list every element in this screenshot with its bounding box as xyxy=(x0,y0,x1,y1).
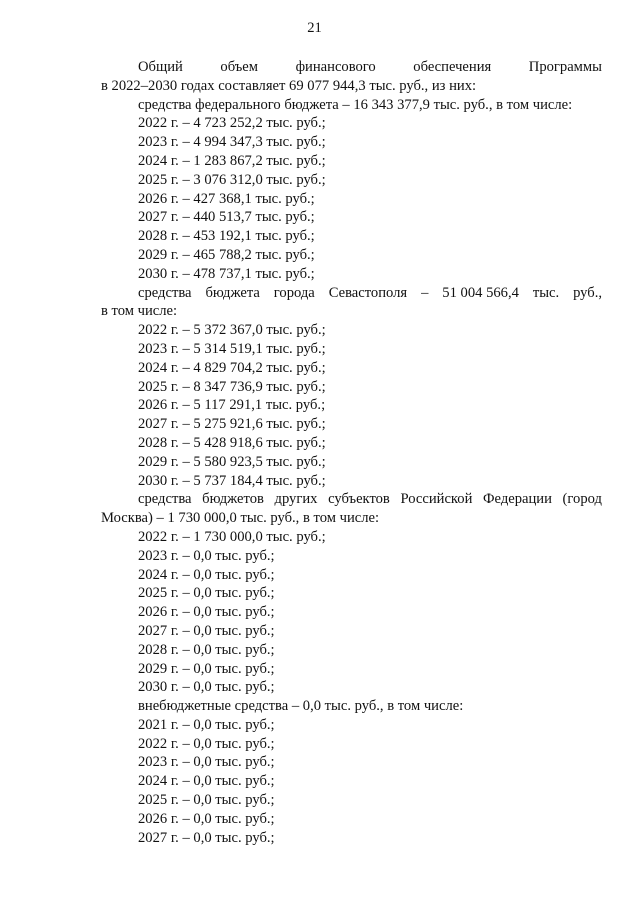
other-subjects-year-item: 2023 г. – 0,0 тыс. руб.; xyxy=(138,547,275,564)
sevastopol-heading-word: 51 004 566,4 xyxy=(442,284,519,301)
sevastopol-heading-word: тыс. xyxy=(532,284,560,301)
sevastopol-heading-line-1 xyxy=(101,284,602,303)
intro-word: финансового xyxy=(295,59,376,75)
other-subjects-heading-line-1 xyxy=(101,490,602,509)
other-subjects-heading-line-2: Москва) – 1 730 000,0 тыс. руб., в том числе: xyxy=(101,510,380,527)
extrabudgetary-year-item: 2024 г. – 0,0 тыс. руб.; xyxy=(138,773,275,790)
federal-heading: средства федерального бюджета – 16 343 377,9 тыс. руб., в том числе: xyxy=(138,96,573,113)
other-subjects-heading-word: других xyxy=(274,491,318,508)
sevastopol-year-item: 2024 г. – 4 829 704,2 тыс. руб.; xyxy=(138,359,326,376)
other-subjects-year-item: 2027 г. – 0,0 тыс. руб.; xyxy=(138,622,275,639)
other-subjects-year-item: 2022 г. – 1 730 000,0 тыс. руб.; xyxy=(138,528,326,545)
federal-year-item: 2023 г. – 4 994 347,3 тыс. руб.; xyxy=(138,134,326,151)
intro-word: Программы xyxy=(528,59,602,75)
other-subjects-heading-word: средства xyxy=(138,491,192,508)
other-subjects-year-item: 2028 г. – 0,0 тыс. руб.; xyxy=(138,641,275,658)
sevastopol-heading-word: Севастополя xyxy=(328,284,408,301)
other-subjects-year-item: 2025 г. – 0,0 тыс. руб.; xyxy=(138,585,275,602)
intro-line-2: в 2022–2030 годах составляет 69 077 944,3 тыс. руб., из них: xyxy=(101,77,477,94)
other-subjects-year-item: 2029 г. – 0,0 тыс. руб.; xyxy=(138,660,275,677)
intro-line-1 xyxy=(101,58,602,77)
intro-word: объем xyxy=(220,59,259,75)
extrabudgetary-year-item: 2023 г. – 0,0 тыс. руб.; xyxy=(138,754,275,771)
other-subjects-heading-word: Российской xyxy=(400,491,473,508)
sevastopol-heading-word: руб., xyxy=(573,284,602,301)
federal-year-item: 2025 г. – 3 076 312,0 тыс. руб.; xyxy=(138,171,326,188)
federal-year-item: 2026 г. – 427 368,1 тыс. руб.; xyxy=(138,190,315,207)
other-subjects-heading-word: бюджетов xyxy=(202,491,264,508)
sevastopol-year-item: 2028 г. – 5 428 918,6 тыс. руб.; xyxy=(138,434,326,451)
federal-year-item: 2024 г. – 1 283 867,2 тыс. руб.; xyxy=(138,152,326,169)
intro-word: Общий xyxy=(138,59,183,75)
other-subjects-year-item: 2026 г. – 0,0 тыс. руб.; xyxy=(138,604,275,621)
other-subjects-heading-word: Федерации xyxy=(483,491,552,508)
sevastopol-heading-line-2: в том числе: xyxy=(101,303,178,320)
extrabudgetary-year-item: 2025 г. – 0,0 тыс. руб.; xyxy=(138,792,275,809)
other-subjects-year-item: 2030 г. – 0,0 тыс. руб.; xyxy=(138,679,275,696)
sevastopol-heading-word: средства xyxy=(138,284,192,301)
intro-word: обеспечения xyxy=(413,59,492,75)
extrabudgetary-year-item: 2022 г. – 0,0 тыс. руб.; xyxy=(138,735,275,752)
sevastopol-year-item: 2022 г. – 5 372 367,0 тыс. руб.; xyxy=(138,322,326,339)
federal-year-item: 2030 г. – 478 737,1 тыс. руб.; xyxy=(138,265,315,282)
federal-year-item: 2029 г. – 465 788,2 тыс. руб.; xyxy=(138,246,315,263)
federal-year-item: 2022 г. – 4 723 252,2 тыс. руб.; xyxy=(138,115,326,132)
page-number: 21 xyxy=(307,20,322,36)
federal-year-item: 2028 г. – 453 192,1 тыс. руб.; xyxy=(138,228,315,245)
sevastopol-year-item: 2029 г. – 5 580 923,5 тыс. руб.; xyxy=(138,453,326,470)
other-subjects-year-item: 2024 г. – 0,0 тыс. руб.; xyxy=(138,566,275,583)
sevastopol-year-item: 2026 г. – 5 117 291,1 тыс. руб.; xyxy=(138,397,326,414)
sevastopol-heading-word: – xyxy=(421,284,429,301)
sevastopol-heading-word: бюджета xyxy=(205,284,260,301)
sevastopol-year-item: 2023 г. – 5 314 519,1 тыс. руб.; xyxy=(138,340,326,357)
extrabudgetary-heading: внебюджетные средства – 0,0 тыс. руб., в том числе: xyxy=(138,698,464,715)
document-body xyxy=(101,58,602,847)
other-subjects-heading-word: (город xyxy=(562,491,602,508)
sevastopol-year-item: 2030 г. – 5 737 184,4 тыс. руб.; xyxy=(138,472,326,489)
sevastopol-heading-word: города xyxy=(273,284,315,301)
extrabudgetary-year-item: 2027 г. – 0,0 тыс. руб.; xyxy=(138,829,275,846)
other-subjects-heading-word: субъектов xyxy=(328,491,390,508)
sevastopol-year-item: 2025 г. – 8 347 736,9 тыс. руб.; xyxy=(138,378,326,395)
sevastopol-year-item: 2027 г. – 5 275 921,6 тыс. руб.; xyxy=(138,416,326,433)
federal-year-item: 2027 г. – 440 513,7 тыс. руб.; xyxy=(138,209,315,226)
extrabudgetary-year-item: 2021 г. – 0,0 тыс. руб.; xyxy=(138,716,275,733)
extrabudgetary-year-item: 2026 г. – 0,0 тыс. руб.; xyxy=(138,810,275,827)
